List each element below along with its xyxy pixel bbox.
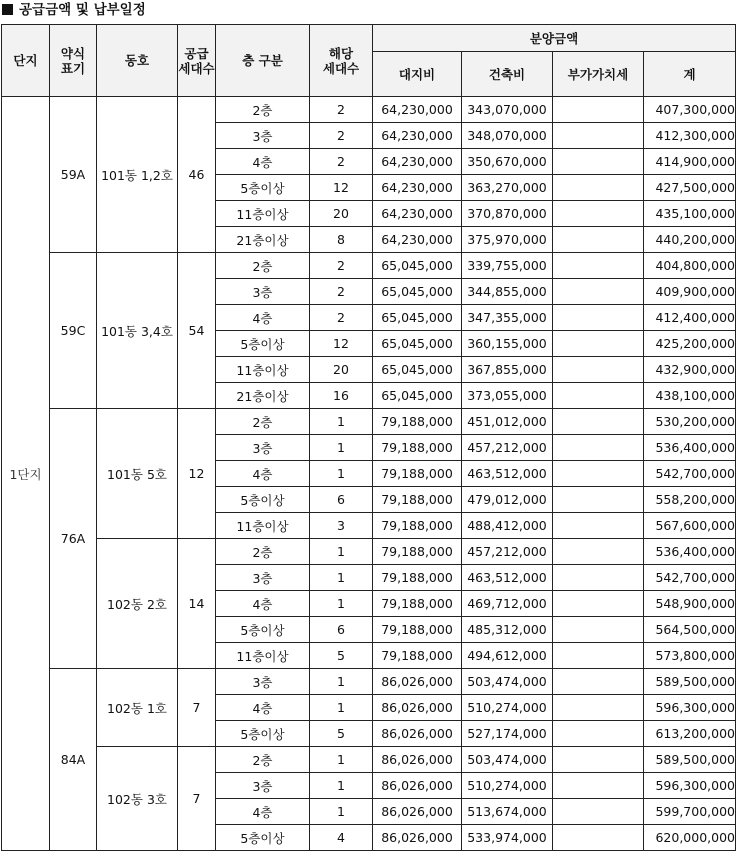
floor-cell: 11층이상 [216,357,310,383]
land-price-cell: 79,188,000 [373,487,462,513]
vat-cell [553,773,644,799]
land-price-cell: 79,188,000 [373,539,462,565]
vat-cell [553,487,644,513]
header-units [310,25,373,97]
land-price-cell: 86,026,000 [373,799,462,825]
floor-cell: 3층 [216,123,310,149]
vat-cell [553,825,644,851]
total-price-cell: 567,600,000 [644,513,736,539]
vat-cell [553,435,644,461]
land-price-cell: 86,026,000 [373,695,462,721]
supply-count-cell: 46 [178,97,216,253]
vat-cell [553,175,644,201]
header-dong: 동호 [97,25,178,97]
vat-cell [553,695,644,721]
units-cell: 1 [310,565,373,591]
floor-cell: 2층 [216,539,310,565]
floor-cell: 3층 [216,773,310,799]
units-cell: 1 [310,461,373,487]
floor-cell: 3층 [216,565,310,591]
land-price-cell: 64,230,000 [373,97,462,123]
total-price-cell: 596,300,000 [644,695,736,721]
land-price-cell: 79,188,000 [373,409,462,435]
table-body [2,97,736,851]
building-price-cell: 510,274,000 [462,695,553,721]
building-price-cell: 479,012,000 [462,487,553,513]
total-price-cell: 427,500,000 [644,175,736,201]
floor-cell: 21층이상 [216,383,310,409]
units-cell: 2 [310,97,373,123]
header-total: 계 [644,52,736,97]
vat-cell [553,591,644,617]
header-vat: 부가가치세 [553,52,644,97]
land-price-cell: 79,188,000 [373,643,462,669]
land-price-cell: 86,026,000 [373,773,462,799]
header-type [50,25,97,97]
building-price-cell: 360,155,000 [462,331,553,357]
header-complex: 단지 [2,25,50,97]
floor-cell: 21층이상 [216,227,310,253]
vat-cell [553,279,644,305]
total-price-cell: 536,400,000 [644,539,736,565]
building-price-cell: 527,174,000 [462,721,553,747]
total-price-cell: 530,200,000 [644,409,736,435]
table-row [2,253,736,279]
table-row [2,539,736,565]
vat-cell [553,149,644,175]
total-price-cell: 542,700,000 [644,461,736,487]
building-price-cell: 367,855,000 [462,357,553,383]
total-price-cell: 573,800,000 [644,643,736,669]
total-price-cell: 409,900,000 [644,279,736,305]
land-price-cell: 64,230,000 [373,149,462,175]
floor-cell: 5층이상 [216,825,310,851]
dong-cell: 102동 3호 [97,747,178,851]
total-price-cell: 596,300,000 [644,773,736,799]
land-price-cell: 79,188,000 [373,617,462,643]
land-price-cell: 64,230,000 [373,201,462,227]
units-cell: 1 [310,799,373,825]
building-price-cell: 363,270,000 [462,175,553,201]
building-price-cell: 350,670,000 [462,149,553,175]
units-cell: 2 [310,253,373,279]
floor-cell: 11층이상 [216,201,310,227]
total-price-cell: 548,900,000 [644,591,736,617]
supply-count-cell: 12 [178,409,216,539]
building-price-cell: 510,274,000 [462,773,553,799]
square-bullet-icon [2,4,13,15]
floor-cell: 5층이상 [216,175,310,201]
vat-cell [553,669,644,695]
floor-cell: 5층이상 [216,487,310,513]
total-price-cell: 412,400,000 [644,305,736,331]
vat-cell [553,357,644,383]
floor-cell: 4층 [216,591,310,617]
header-units-line2: 세대수 [322,60,360,76]
vat-cell [553,227,644,253]
supply-count-cell: 7 [178,747,216,851]
land-price-cell: 65,045,000 [373,331,462,357]
vat-cell [553,747,644,773]
supply-price-table [1,24,736,851]
building-price-cell: 503,474,000 [462,747,553,773]
land-price-cell: 86,026,000 [373,747,462,773]
units-cell: 1 [310,409,373,435]
units-cell: 5 [310,643,373,669]
land-price-cell: 65,045,000 [373,357,462,383]
units-cell: 20 [310,357,373,383]
units-cell: 8 [310,227,373,253]
section-title [2,0,146,22]
land-price-cell: 79,188,000 [373,565,462,591]
building-price-cell: 488,412,000 [462,513,553,539]
vat-cell [553,799,644,825]
header-supply-line2: 세대수 [178,60,215,76]
land-price-cell: 65,045,000 [373,253,462,279]
units-cell: 3 [310,513,373,539]
units-cell: 2 [310,305,373,331]
units-cell: 1 [310,669,373,695]
building-price-cell: 344,855,000 [462,279,553,305]
vat-cell [553,565,644,591]
header-price: 분양금액 [373,25,736,52]
total-price-cell: 589,500,000 [644,747,736,773]
vat-cell [553,539,644,565]
floor-cell: 11층이상 [216,643,310,669]
total-price-cell: 564,500,000 [644,617,736,643]
units-cell: 1 [310,773,373,799]
total-price-cell: 589,500,000 [644,669,736,695]
building-price-cell: 348,070,000 [462,123,553,149]
type-cell: 84A [50,669,97,851]
units-cell: 12 [310,331,373,357]
land-price-cell: 79,188,000 [373,461,462,487]
vat-cell [553,383,644,409]
vat-cell [553,97,644,123]
supply-count-cell: 7 [178,669,216,747]
units-cell: 2 [310,279,373,305]
land-price-cell: 65,045,000 [373,305,462,331]
header-supply-line1: 공급 [184,45,209,61]
header-floor: 층 구분 [216,25,310,97]
land-price-cell: 64,230,000 [373,175,462,201]
total-price-cell: 613,200,000 [644,721,736,747]
total-price-cell: 435,100,000 [644,201,736,227]
type-cell: 76A [50,409,97,669]
floor-cell: 4층 [216,695,310,721]
header-type-line2: 표기 [60,60,86,76]
land-price-cell: 64,230,000 [373,123,462,149]
total-price-cell: 412,300,000 [644,123,736,149]
floor-cell: 5층이상 [216,617,310,643]
vat-cell [553,409,644,435]
vat-cell [553,461,644,487]
units-cell: 2 [310,149,373,175]
units-cell: 12 [310,175,373,201]
units-cell: 16 [310,383,373,409]
building-price-cell: 451,012,000 [462,409,553,435]
building-price-cell: 370,870,000 [462,201,553,227]
header-supply [178,25,216,97]
header-type-line1: 약식 [60,45,86,61]
land-price-cell: 86,026,000 [373,825,462,851]
total-price-cell: 542,700,000 [644,565,736,591]
dong-cell: 101동 1,2호 [97,97,178,253]
floor-cell: 2층 [216,253,310,279]
floor-cell: 3층 [216,669,310,695]
floor-cell: 3층 [216,435,310,461]
units-cell: 1 [310,695,373,721]
total-price-cell: 440,200,000 [644,227,736,253]
dong-cell: 102동 2호 [97,539,178,669]
units-cell: 1 [310,435,373,461]
header-land: 대지비 [373,52,462,97]
supply-count-cell: 14 [178,539,216,669]
floor-cell: 11층이상 [216,513,310,539]
building-price-cell: 375,970,000 [462,227,553,253]
total-price-cell: 432,900,000 [644,357,736,383]
building-price-cell: 494,612,000 [462,643,553,669]
floor-cell: 4층 [216,305,310,331]
vat-cell [553,721,644,747]
floor-cell: 2층 [216,747,310,773]
vat-cell [553,123,644,149]
floor-cell: 4층 [216,149,310,175]
dong-cell: 101동 3,4호 [97,253,178,409]
vat-cell [553,617,644,643]
building-price-cell: 469,712,000 [462,591,553,617]
table-row [2,409,736,435]
floor-cell: 2층 [216,97,310,123]
complex-cell: 1단지 [2,97,50,851]
land-price-cell: 79,188,000 [373,591,462,617]
building-price-cell: 457,212,000 [462,539,553,565]
building-price-cell: 457,212,000 [462,435,553,461]
land-price-cell: 86,026,000 [373,669,462,695]
units-cell: 1 [310,539,373,565]
land-price-cell: 65,045,000 [373,279,462,305]
total-price-cell: 438,100,000 [644,383,736,409]
building-price-cell: 463,512,000 [462,461,553,487]
floor-cell: 5층이상 [216,331,310,357]
floor-cell: 4층 [216,799,310,825]
units-cell: 1 [310,747,373,773]
total-price-cell: 407,300,000 [644,97,736,123]
building-price-cell: 373,055,000 [462,383,553,409]
supply-count-cell: 54 [178,253,216,409]
building-price-cell: 347,355,000 [462,305,553,331]
floor-cell: 4층 [216,461,310,487]
building-price-cell: 339,755,000 [462,253,553,279]
building-price-cell: 463,512,000 [462,565,553,591]
table-row [2,747,736,773]
units-cell: 20 [310,201,373,227]
total-price-cell: 599,700,000 [644,799,736,825]
floor-cell: 3층 [216,279,310,305]
total-price-cell: 620,000,000 [644,825,736,851]
floor-cell: 5층이상 [216,721,310,747]
table-row [2,669,736,695]
total-price-cell: 558,200,000 [644,487,736,513]
total-price-cell: 536,400,000 [644,435,736,461]
type-cell: 59A [50,97,97,253]
units-cell: 6 [310,617,373,643]
vat-cell [553,253,644,279]
vat-cell [553,643,644,669]
floor-cell: 2층 [216,409,310,435]
land-price-cell: 79,188,000 [373,513,462,539]
units-cell: 4 [310,825,373,851]
building-price-cell: 343,070,000 [462,97,553,123]
building-price-cell: 503,474,000 [462,669,553,695]
building-price-cell: 513,674,000 [462,799,553,825]
header-units-line1: 해당 [328,45,354,61]
units-cell: 6 [310,487,373,513]
land-price-cell: 64,230,000 [373,227,462,253]
total-price-cell: 414,900,000 [644,149,736,175]
dong-cell: 102동 1호 [97,669,178,747]
building-price-cell: 485,312,000 [462,617,553,643]
type-cell: 59C [50,253,97,409]
vat-cell [553,331,644,357]
land-price-cell: 79,188,000 [373,435,462,461]
units-cell: 1 [310,591,373,617]
vat-cell [553,305,644,331]
land-price-cell: 86,026,000 [373,721,462,747]
header-building: 건축비 [462,52,553,97]
table-row [2,97,736,123]
units-cell: 2 [310,123,373,149]
dong-cell: 101동 5호 [97,409,178,539]
building-price-cell: 533,974,000 [462,825,553,851]
vat-cell [553,201,644,227]
total-price-cell: 404,800,000 [644,253,736,279]
total-price-cell: 425,200,000 [644,331,736,357]
land-price-cell: 65,045,000 [373,383,462,409]
section-title-text: 공급금액 및 납부일정 [19,2,146,18]
vat-cell [553,513,644,539]
units-cell: 5 [310,721,373,747]
